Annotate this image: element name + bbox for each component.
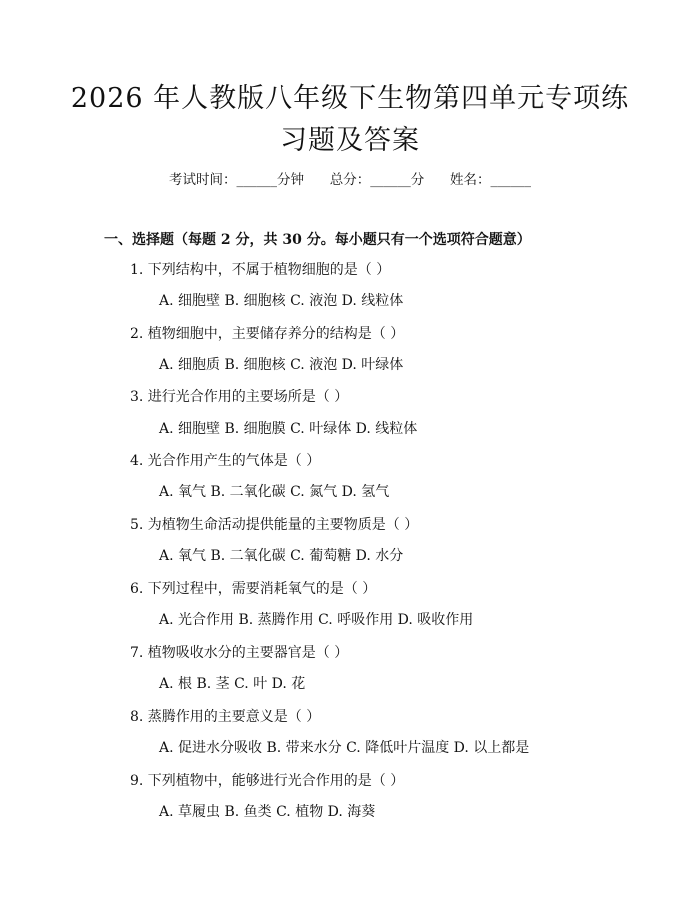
section-heading: 一、选择题（每题 2 分，共 30 分。每小题只有一个选项符合题意） <box>104 232 531 248</box>
question-4-options: A. 氧气 B. 二氧化碳 C. 氮气 D. 氢气 <box>159 484 390 500</box>
question-6: 6. 下列过程中，需要消耗氧气的是（ ） <box>130 581 377 597</box>
question-6-options: A. 光合作用 B. 蒸腾作用 C. 呼吸作用 D. 吸收作用 <box>159 612 474 628</box>
question-2: 2. 植物细胞中，主要储存养分的结构是（ ） <box>130 326 405 342</box>
question-7-options: A. 根 B. 茎 C. 叶 D. 花 <box>159 676 306 692</box>
question-5-options: A. 氧气 B. 二氧化碳 C. 葡萄糖 D. 水分 <box>159 548 404 564</box>
question-9-options: A. 草履虫 B. 鱼类 C. 植物 D. 海葵 <box>159 804 376 820</box>
question-8: 8. 蒸腾作用的主要意义是（ ） <box>130 709 321 725</box>
question-8-options: A. 促进水分吸收 B. 带来水分 C. 降低叶片温度 D. 以上都是 <box>159 740 530 756</box>
question-1-options: A. 细胞壁 B. 细胞核 C. 液泡 D. 线粒体 <box>159 293 404 309</box>
question-3: 3. 进行光合作用的主要场所是（ ） <box>130 389 349 405</box>
page-title: 2026 年人教版八年级下生物第四单元专项练习题及答案 <box>70 83 630 156</box>
question-2-options: A. 细胞质 B. 细胞核 C. 液泡 D. 叶绿体 <box>159 357 404 373</box>
question-3-options: A. 细胞壁 B. 细胞膜 C. 叶绿体 D. 线粒体 <box>159 421 418 437</box>
question-5: 5. 为植物生命活动提供能量的主要物质是（ ） <box>130 517 419 533</box>
question-1: 1. 下列结构中，不属于植物细胞的是（ ） <box>130 262 391 278</box>
question-4: 4. 光合作用产生的气体是（ ） <box>130 453 321 469</box>
question-9: 9. 下列植物中，能够进行光合作用的是（ ） <box>130 773 405 789</box>
question-7: 7. 植物吸收水分的主要器官是（ ） <box>130 645 349 661</box>
exam-info-line: 考试时间：______分钟 总分：______分 姓名：______ <box>169 172 531 188</box>
